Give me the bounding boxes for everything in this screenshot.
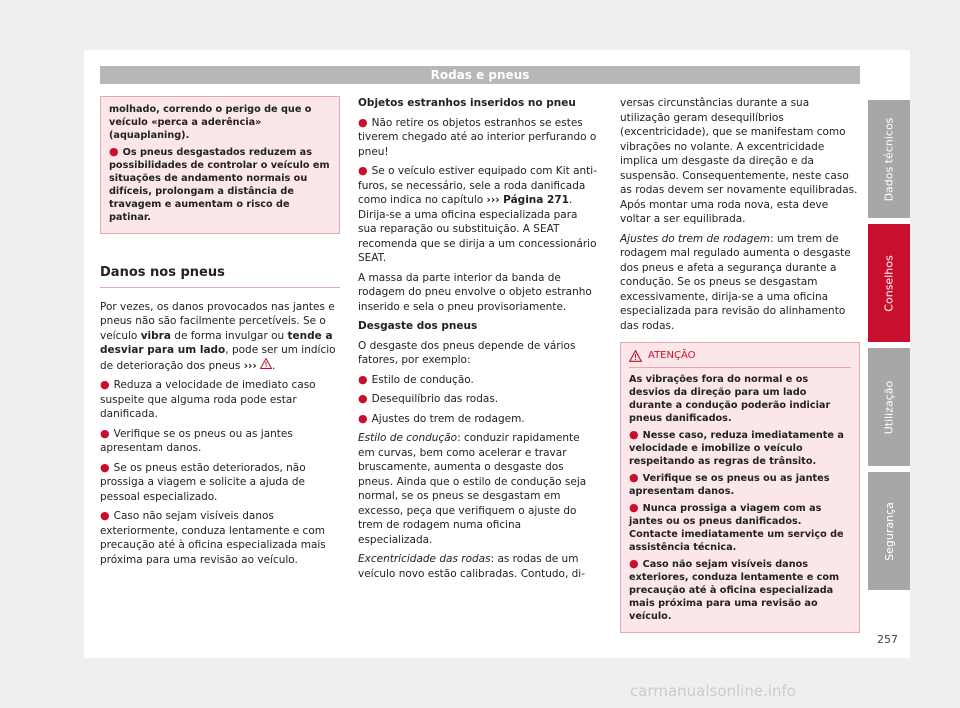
paragraph: Excentricidade das rodas: as rodas de um veículo novo estão calibradas. Contudo, di- — [358, 553, 586, 580]
list-item: ● Se o veículo estiver equipado com Kit anti-furos, se necessário, sele a roda danificada como indica no capítulo ››› Página 271. Dirija-se a uma oficina especializada para sua reparação ou substituição. A SEAT recomenda que se dirija a um concessionário SEAT. — [358, 164, 597, 264]
subheading: Desgaste dos pneus — [358, 320, 478, 332]
attention-box — [620, 342, 860, 633]
paragraph: A massa da parte interior da banda de rodagem do pneu envolve o objeto estranho inserido e sela o pneu provisoriamente. — [358, 271, 592, 313]
attention-text: As vibrações fora do normal e os desvios da direção para um lado durante a condução poderão indiciar pneus danificados. — [629, 374, 831, 424]
list-item: ● Não retire os objetos estranhos se estes tiverem chegado até ao interior perfurando o pneu! — [358, 115, 597, 158]
list-item: ● Reduza a velocidade de imediato caso suspeite que alguma roda pode estar danificada. — [100, 378, 316, 420]
paragraph: O desgaste dos pneus depende de vários fatores, por exemplo: — [358, 339, 576, 366]
paragraph: Ajustes do trem de rodagem: um trem de rodagem mal regulado aumenta o desgaste dos pneus e afeta a segurança durante a condução. Se os pneus se desgastam excessivamente, dirija-se a uma oficina especializada para revisão do alinhamento das rodas. — [620, 232, 851, 332]
list-item: ● Ajustes do trem de rodagem. — [358, 411, 525, 425]
page-number: 257 — [877, 633, 898, 646]
attention-item: ● Nunca prossiga a viagem com as jantes ou os pneus danificados. Contacte imediatamente um serviço de assistência técnica. — [629, 501, 844, 553]
attention-item: ● Verifique se os pneus ou as jantes apresentam danos. — [629, 471, 830, 497]
tab-label: Utilização — [882, 380, 896, 434]
subheading: Objetos estranhos inseridos no pneu — [358, 97, 576, 109]
warning-triangle-icon — [260, 358, 272, 369]
warning-continuation — [100, 96, 340, 234]
section-title: Danos nos pneus — [100, 266, 340, 288]
attention-item: ● Caso não sejam visíveis danos exteriores, conduza lentamente e com precaução até à oficina especializada mais próxima para uma revisão ao veículo. — [629, 557, 840, 622]
paragraph: versas circunstâncias durante a sua utilização geram desequilíbrios (excentricidade), que se manifestam como vibrações no volante. A excentricidade implica um desgaste da direção e da suspensão. Consequentemente, neste caso as rodas devem ser novamente equilibradas. Após montar uma roda nova, esta deve voltar a ser equilibrada. — [620, 97, 858, 225]
column-2 — [358, 96, 598, 586]
warning-triangle-icon — [629, 350, 642, 362]
list-item: ● Verifique se os pneus ou as jantes apresentam danos. — [100, 426, 293, 454]
tab-conselhos[interactable] — [868, 224, 910, 342]
tab-label: Dados técnicos — [882, 117, 896, 201]
tab-utilizacao[interactable] — [868, 348, 910, 466]
warning-text: molhado, correndo o perigo de que o veículo «perca a aderência» (aquaplaning). — [109, 104, 312, 141]
tab-label: Segurança — [882, 501, 896, 561]
paragraph: Estilo de condução: conduzir rapidamente em curvas, bem como acelerar e travar bruscamente, aumenta o desgaste dos pneus. Ainda que o estilo de condução seja normal, se os pneus se desgastam em excesso, peça que verifiquem o ajuste do trem de rodagem numa oficina especializada. — [358, 432, 587, 546]
tab-dados-tecnicos[interactable] — [868, 100, 910, 218]
list-item: ● Se os pneus estão deteriorados, não prossiga a viagem e solicite a ajuda de pessoal especializado. — [100, 460, 306, 503]
page-header: Rodas e pneus — [100, 66, 860, 84]
list-item: ● Estilo de condução. — [358, 372, 474, 386]
column-1 — [100, 96, 340, 572]
page-link[interactable]: ››› Página 271 — [486, 194, 569, 206]
list-item: ● Caso não sejam visíveis danos exteriormente, conduza lentamente e com precaução até à oficina especializada mais próxima para uma revisão ao veículo. — [100, 509, 326, 566]
tab-seguranca[interactable] — [868, 472, 910, 590]
watermark: carmanualsonline.info — [630, 682, 796, 700]
intro-paragraph: Por vezes, os danos provocados nas jantes e pneus não são facilmente percetíveis. Se o veículo vibra de forma invulgar ou tende a desviar para um lado, pode ser um indício de deterioração dos pneus ››› . — [100, 300, 336, 372]
warning-item: ● Os pneus desgastados reduzem as possibilidades de controlar o veículo em situações de andamento normais ou difíceis, prolongam a distância de travagem e aumentam o risco de patinar. — [109, 145, 330, 223]
attention-item: ● Nesse caso, reduza imediatamente a velocidade e imobilize o veículo respeitando as regras de trânsito. — [629, 428, 844, 467]
attention-header: ATENÇÃO — [629, 349, 851, 368]
list-item: ● Desequilíbrio das rodas. — [358, 392, 499, 405]
column-3 — [620, 96, 860, 633]
tab-label: Conselhos — [882, 254, 896, 312]
